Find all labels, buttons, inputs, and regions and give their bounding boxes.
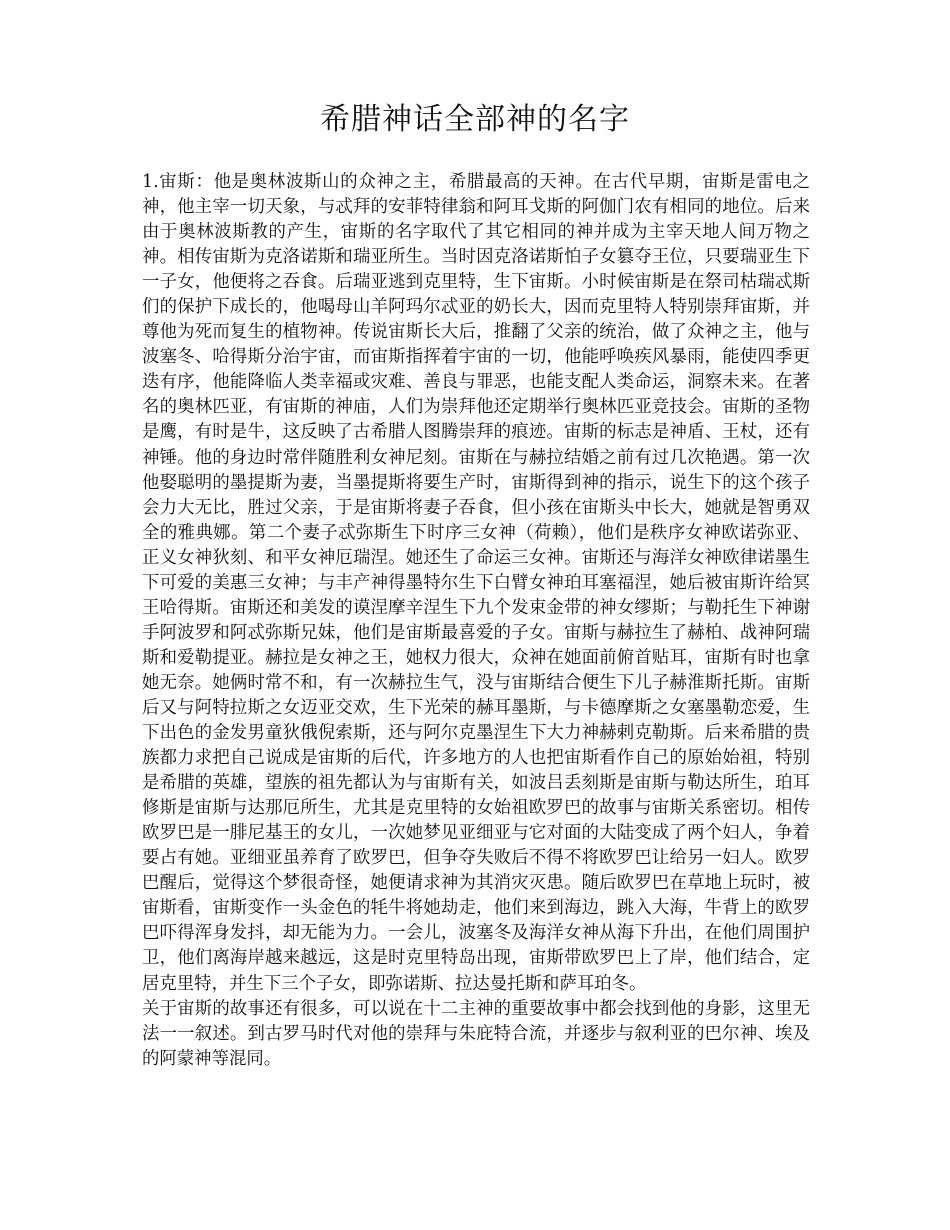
paragraph-zeus-main: 1.宙斯：他是奥林波斯山的众神之主，希腊最高的天神。在古代早期，宙斯是雷电之神，他主宰一切天象，与忒拜的安菲特律翁和阿耳戈斯的阿伽门农有相同的地位。后来由于奥林波斯教的产生，宙斯的名字取代了其它相同的神并成为主宰天地人间万物之神。相传宙斯为克洛诺斯和瑞亚所生。当时因克洛诺斯怕子女篡夺王位，只要瑞亚生下一子女，他便将之吞食。后瑞亚逃到克里特，生下宙斯。小时候宙斯是在祭司枯瑞忒斯们的保护下成长的，他喝母山羊阿玛尔忒亚的奶长大，因而克里特人特别崇拜宙斯，并尊他为死而复生的植物神。传说宙斯长大后，推翻了父亲的统治，做了众神之主，他与波塞冬、哈得斯分治宇宙，而宙斯指挥着宇宙的一切，他能呼唤疾风暴雨，能使四季更迭有序，他能降临人类幸福或灾难、善良与罪恶，也能支配人类命运，洞察未来。在著名的奥林匹亚，有宙斯的神庙，人们为崇拜他还定期举行奥林匹亚竞技会。宙斯的圣物是鹰，有时是牛，这反映了古希腊人图腾崇拜的痕迹。宙斯的标志是神盾、王杖，还有神锤。他的身边时常伴随胜利女神尼刻。宙斯在与赫拉结婚之前有过几次艳遇。第一次他娶聪明的墨提斯为妻，当墨提斯将要生产时，宙斯得到神的指示，说生下的这个孩子会力大无比，胜过父亲，于是宙斯将妻子吞食，但小孩在宙斯头中长大，她就是智勇双全的雅典娜。第二个妻子忒弥斯生下时序三女神（荷赖），他们是秩序女神欧诺弥亚、正义女神狄刻、和平女神厄瑞涅。她还生了命运三女神。宙斯还与海洋女神欧律诺墨生下可爱的美惠三女神；与丰产神得墨特尔生下白臂女神珀耳塞福涅，她后被宙斯许给冥王哈得斯。宙斯还和美发的谟涅摩辛涅生下九个发束金带的神女缪斯；与勒托生下神谢手阿波罗和阿忒弥斯兄妹，他们是宙斯最喜爱的子女。宙斯与赫拉生了赫柏、战神阿瑞斯和爱勒提亚。赫拉是女神之王，她权力很大，众神在她面前俯首贴耳，宙斯有时也拿她无奈。她俩时常不和，有一次赫拉生气，没与宙斯结合便生下儿子赫淮斯托斯。宙斯后又与阿特拉斯之女迈亚交欢，生下光荣的赫耳墨斯，与卡德摩斯之女塞墨勒恋爱，生下出色的金发男童狄俄倪索斯，还与阿尔克墨涅生下大力神赫剌克勒斯。后来希腊的贵族都力求把自己说成是宙斯的后代，许多地方的人也把宙斯看作自己的原始始祖，特别是希腊的英雄，望族的祖先都认为与宙斯有关，如波吕丢刻斯是宙斯与勒达所生，珀耳修斯是宙斯与达那厄所生，尤其是克里特的女始祖欧罗巴的故事与宙斯关系密切。相传欧罗巴是一腓尼基王的女儿，一次她梦见亚细亚与它对面的大陆变成了两个妇人，争着要占有她。亚细亚虽养育了欧罗巴，但争夺失败后不得不将欧罗巴让给另一妇人。欧罗巴醒后，觉得这个梦很奇怪，她便请求神为其消灾灭患。随后欧罗巴在草地上玩时，被宙斯看，宙斯变作一头金色的牦牛将她劫走，他们来到海边，跳入大海，牛背上的欧罗巴吓得浑身发抖，却无能为力。一会儿，波塞冬及海洋女神从海下升出，在他们周围护卫，他们离海岸越来越远，这是时克里特岛出现，宙斯带欧罗巴上了岸，他们结合，定居克里特，并生下三个子女，即弥诺斯、拉达曼托斯和萨耳珀冬。 — [142, 172, 810, 994]
document-body — [142, 170, 810, 1072]
paragraph-zeus-closing: 关于宙斯的故事还有很多，可以说在十二主神的重要故事中都会找到他的身影，这里无法一一叙述。到古罗马时代对他的崇拜与朱庇特合流，并逐步与叙利亚的巴尔神、埃及的阿蒙神等混同。 — [142, 998, 810, 1069]
document-title: 希腊神话全部神的名字 — [320, 102, 630, 137]
